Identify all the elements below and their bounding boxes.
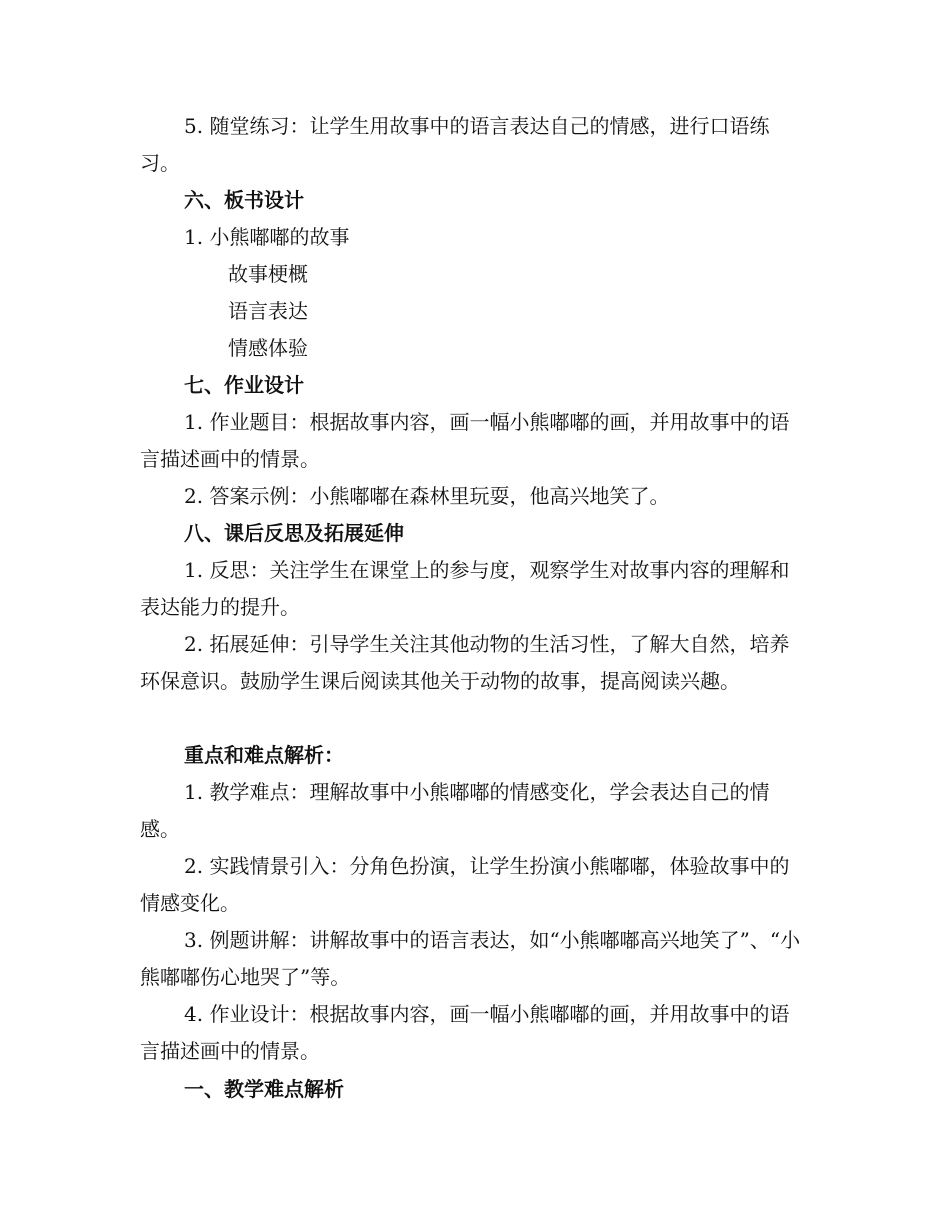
board-item-1: 1. 小熊嘟嘟的故事	[184, 225, 350, 249]
paragraph-homework-answer: 2. 答案示例：小熊嘟嘟在森林里玩耍，他高兴地笑了。	[184, 484, 670, 508]
paragraph-practice: 5. 随堂练习：让学生用故事中的语言表达自己的情感，进行口语练习。	[140, 114, 770, 175]
heading-difficulty-analysis: 一、教学难点解析	[184, 1077, 344, 1101]
heading-key-points: 重点和难点解析：	[184, 743, 344, 767]
paragraph-homework-design: 4. 作业设计：根据故事内容，画一幅小熊嘟嘟的画，并用故事中的语言描述画中的情景。	[140, 1002, 790, 1063]
board-subitem-summary: 故事梗概	[228, 262, 308, 286]
paragraph-extension: 2. 拓展延伸：引导学生关注其他动物的生活习性，了解大自然，培养环保意识。鼓励学生课后阅读其他关于动物的故事，提高阅读兴趣。	[140, 632, 790, 693]
paragraph-homework-topic: 1. 作业题目：根据故事内容，画一幅小熊嘟嘟的画，并用故事中的语言描述画中的情景。	[140, 410, 790, 471]
paragraph-example: 3. 例题讲解：讲解故事中的语言表达，如“小熊嘟嘟高兴地笑了”、“小熊嘟嘟伤心地哭了”等。	[140, 928, 801, 989]
board-subitem-emotion: 情感体验	[228, 336, 308, 360]
board-subitem-language: 语言表达	[228, 299, 308, 323]
heading-homework: 七、作业设计	[184, 373, 304, 397]
paragraph-scenario: 2. 实践情景引入：分角色扮演，让学生扮演小熊嘟嘟，体验故事中的情感变化。	[140, 854, 790, 915]
heading-board-design: 六、板书设计	[184, 188, 304, 212]
heading-reflection: 八、课后反思及拓展延伸	[184, 521, 404, 545]
paragraph-reflection: 1. 反思：关注学生在课堂上的参与度，观察学生对故事内容的理解和表达能力的提升。	[140, 558, 790, 619]
paragraph-difficulty: 1. 教学难点：理解故事中小熊嘟嘟的情感变化，学会表达自己的情感。	[140, 780, 770, 841]
